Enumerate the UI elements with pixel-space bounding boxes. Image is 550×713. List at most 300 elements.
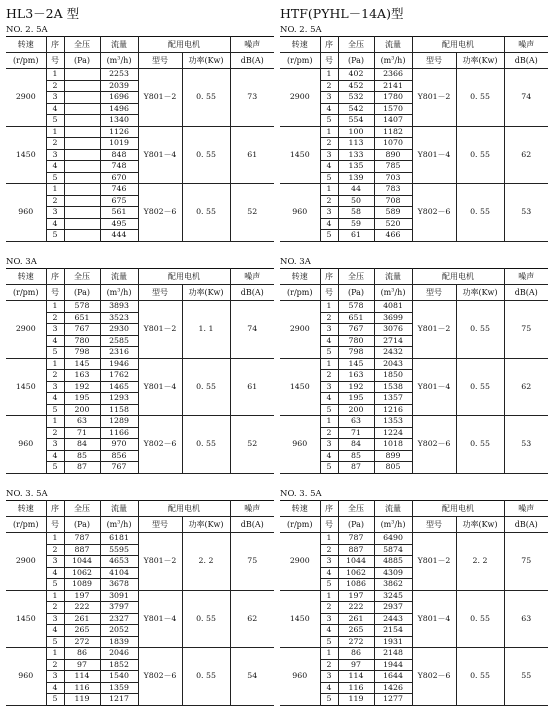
flow-cell: 5595 [100,544,138,556]
seq-cell: 2 [320,427,338,439]
header-power: 功率(Kw) [182,285,230,301]
noise-cell: 75 [230,533,274,591]
header-pressure: 全压 [64,37,100,53]
header-flow-unit: $(m^3/h)$ [100,53,138,69]
motor-power-cell: 0. 55 [182,69,230,127]
flow-cell: 444 [100,230,138,242]
seq-cell: 1 [320,126,338,138]
flow-cell: 1126 [100,126,138,138]
seq-cell: 5 [320,347,338,359]
seq-cell: 3 [320,207,338,219]
header-power: 功率(Kw) [456,517,504,533]
flow-cell: 2327 [100,613,138,625]
seq-cell: 5 [46,115,64,127]
seq-cell: 2 [320,370,338,382]
pressure-cell: 767 [64,324,100,336]
flow-cell: 2052 [100,625,138,637]
pressure-cell: 197 [338,590,374,602]
pressure-cell: 1089 [64,579,100,591]
motor-model-cell: Y801－4 [138,590,182,648]
header-pressure-unit: (Pa) [64,53,100,69]
seq-cell: 3 [46,324,64,336]
seq-cell: 5 [46,172,64,184]
motor-model-cell: Y801－4 [138,126,182,184]
pressure-cell: 119 [338,694,374,706]
noise-cell: 62 [504,126,548,184]
flow-cell: 2039 [100,80,138,92]
pressure-cell: 133 [338,149,374,161]
pressure-cell [64,115,100,127]
pressure-cell [64,161,100,173]
table-body [280,69,548,242]
seq-cell: 2 [320,195,338,207]
table-row [6,358,274,370]
flow-cell: 1762 [100,370,138,382]
flow-cell: 561 [100,207,138,219]
motor-power-cell: 0. 55 [456,184,504,242]
flow-cell: 1839 [100,636,138,648]
seq-cell: 4 [46,161,64,173]
flow-cell: 1850 [374,370,412,382]
pressure-cell [64,103,100,115]
motor-model-cell: Y801－4 [412,590,456,648]
pressure-cell: 195 [64,393,100,405]
noise-cell: 62 [504,358,548,416]
flow-cell: 2443 [374,613,412,625]
seq-cell: 5 [320,462,338,474]
pressure-cell: 532 [338,92,374,104]
pressure-cell: 261 [64,613,100,625]
model-number-label: NO. 3. 5A [280,489,322,499]
seq-cell: 3 [46,556,64,568]
flow-cell: 2154 [374,625,412,637]
seq-cell: 2 [320,659,338,671]
table-row [6,69,274,81]
flow-cell: 2432 [374,347,412,359]
noise-cell: 73 [230,69,274,127]
motor-model-cell: Y801－2 [412,301,456,359]
flow-cell: 2043 [374,358,412,370]
seq-cell: 3 [320,324,338,336]
flow-cell: 1780 [374,92,412,104]
seq-cell: 2 [46,659,64,671]
flow-cell: 3076 [374,324,412,336]
seq-cell: 2 [46,312,64,324]
flow-cell: 3678 [100,579,138,591]
seq-cell: 5 [320,172,338,184]
flow-cell: 1289 [100,416,138,428]
flow-cell: 1277 [374,694,412,706]
speed-cell: 2900 [6,69,46,127]
header-power: 功率(Kw) [182,517,230,533]
flow-cell: 746 [100,184,138,196]
header-seq-unit: 号 [46,53,64,69]
pressure-cell: 887 [338,544,374,556]
flow-cell: 495 [100,218,138,230]
flow-cell: 6490 [374,533,412,545]
motor-power-cell: 0. 55 [182,590,230,648]
motor-power-cell: 0. 55 [456,416,504,474]
seq-cell: 2 [320,312,338,324]
seq-cell: 1 [320,590,338,602]
header-noise: 噪声 [504,501,548,517]
flow-cell: 1357 [374,393,412,405]
seq-cell: 4 [46,450,64,462]
pressure-cell: 554 [338,115,374,127]
motor-power-cell: 0. 55 [182,358,230,416]
flow-cell: 1340 [100,115,138,127]
flow-cell: 805 [374,462,412,474]
model-number-label: NO. 2. 5A [280,25,322,35]
table-body [6,69,274,242]
noise-cell: 52 [230,184,274,242]
table-row [6,648,274,660]
flow-cell: 1696 [100,92,138,104]
flow-cell: 1496 [100,103,138,115]
noise-cell: 54 [230,648,274,706]
flow-cell: 3699 [374,312,412,324]
seq-cell: 1 [46,126,64,138]
header-speed-unit: (r/pm) [6,53,46,69]
pressure-cell: 116 [64,682,100,694]
flow-cell: 1931 [374,636,412,648]
pressure-cell [64,69,100,81]
seq-cell: 4 [320,218,338,230]
table-row [6,301,274,313]
header-motor: 配用电机 [412,501,504,517]
header-seq-unit: 号 [46,285,64,301]
seq-cell: 1 [46,301,64,313]
seq-cell: 5 [46,230,64,242]
flow-cell: 1407 [374,115,412,127]
table-row [6,184,274,196]
seq-cell: 5 [320,230,338,242]
pressure-cell: 1086 [338,579,374,591]
header-model: 型号 [138,53,182,69]
motor-power-cell: 2. 2 [182,533,230,591]
table-row [280,416,548,428]
motor-model-cell: Y801－2 [412,533,456,591]
flow-cell: 589 [374,207,412,219]
flow-cell: 2253 [100,69,138,81]
header-flow-unit: $(m^3/h)$ [374,53,412,69]
flow-cell: 2714 [374,335,412,347]
seq-cell: 2 [46,544,64,556]
speed-cell: 960 [280,184,320,242]
noise-cell: 74 [504,69,548,127]
motor-model-cell: Y802－6 [412,416,456,474]
performance-table [280,36,548,242]
flow-cell: 970 [100,439,138,451]
pressure-cell: 114 [338,671,374,683]
flow-cell: 4104 [100,567,138,579]
pressure-cell [64,126,100,138]
table-row [280,533,548,545]
seq-cell: 4 [320,393,338,405]
pressure-cell: 192 [338,381,374,393]
right-title: HTF(PYHL－14A)型 [280,6,404,21]
noise-cell: 74 [230,301,274,359]
left-title: HL3－2A 型 [6,6,80,21]
pressure-cell: 542 [338,103,374,115]
motor-power-cell: 0. 55 [456,69,504,127]
table-row [280,358,548,370]
pressure-cell: 97 [338,659,374,671]
speed-cell: 1450 [6,358,46,416]
flow-cell: 856 [100,450,138,462]
header-power: 功率(Kw) [456,53,504,69]
seq-cell: 1 [320,301,338,313]
seq-cell: 1 [320,533,338,545]
pressure-cell: 1044 [338,556,374,568]
pressure-cell: 85 [338,450,374,462]
header-model: 型号 [138,517,182,533]
flow-cell: 675 [100,195,138,207]
header-noise-unit: dB(A) [504,517,548,533]
header-flow-unit: $(m^3/h)$ [374,517,412,533]
seq-cell: 2 [46,370,64,382]
table-body [280,533,548,706]
model-number-label: NO. 3A [280,257,311,267]
flow-cell: 2148 [374,648,412,660]
speed-cell: 960 [280,416,320,474]
pressure-cell [64,92,100,104]
table-body [280,301,548,474]
performance-table [280,268,548,474]
flow-cell: 785 [374,161,412,173]
flow-cell: 1182 [374,126,412,138]
flow-cell: 767 [100,462,138,474]
header-flow: 流量 [374,501,412,517]
motor-power-cell: 0. 55 [182,416,230,474]
header-seq-unit: 号 [320,517,338,533]
seq-cell: 1 [320,648,338,660]
speed-cell: 1450 [280,358,320,416]
flow-cell: 2930 [100,324,138,336]
pressure-cell: 798 [64,347,100,359]
header-seq-unit: 号 [320,285,338,301]
flow-cell: 5874 [374,544,412,556]
flow-cell: 783 [374,184,412,196]
seq-cell: 1 [46,69,64,81]
seq-cell: 4 [320,682,338,694]
seq-cell: 2 [320,602,338,614]
header-flow-unit: $(m^3/h)$ [374,285,412,301]
pressure-cell: 1062 [338,567,374,579]
pressure-cell: 200 [338,404,374,416]
seq-cell: 2 [320,80,338,92]
seq-cell: 3 [46,613,64,625]
motor-power-cell: 2. 2 [456,533,504,591]
table-body [6,301,274,474]
seq-cell: 2 [46,195,64,207]
flow-cell: 1216 [374,404,412,416]
header-seq: 序 [46,501,64,517]
pressure-cell: 578 [338,301,374,313]
header-motor: 配用电机 [412,37,504,53]
pressure-cell: 651 [338,312,374,324]
pressure-cell: 63 [64,416,100,428]
seq-cell: 4 [320,103,338,115]
flow-cell: 3245 [374,590,412,602]
header-seq-unit: 号 [46,517,64,533]
header-noise: 噪声 [504,37,548,53]
noise-cell: 63 [504,590,548,648]
seq-cell: 1 [320,416,338,428]
flow-cell: 4885 [374,556,412,568]
pressure-cell: 63 [338,416,374,428]
pressure-cell: 145 [64,358,100,370]
pressure-cell: 887 [64,544,100,556]
pressure-cell: 139 [338,172,374,184]
flow-cell: 1644 [374,671,412,683]
pressure-cell: 116 [338,682,374,694]
seq-cell: 3 [46,149,64,161]
pressure-cell [64,207,100,219]
seq-cell: 4 [46,218,64,230]
pressure-cell: 71 [64,427,100,439]
header-speed: 转速 [280,37,320,53]
pressure-cell: 145 [338,358,374,370]
seq-cell: 4 [320,450,338,462]
header-speed: 转速 [6,37,46,53]
pressure-cell [64,80,100,92]
pressure-cell: 97 [64,659,100,671]
pressure-cell [64,149,100,161]
table-row [280,648,548,660]
header-motor: 配用电机 [412,269,504,285]
seq-cell: 4 [46,335,64,347]
noise-cell: 62 [230,590,274,648]
pressure-cell: 780 [338,335,374,347]
flow-cell: 670 [100,172,138,184]
header-motor: 配用电机 [138,501,230,517]
speed-cell: 960 [6,184,46,242]
seq-cell: 4 [46,625,64,637]
seq-cell: 1 [46,533,64,545]
speed-cell: 2900 [280,301,320,359]
header-speed-unit: (r/pm) [6,517,46,533]
pressure-cell: 86 [338,648,374,660]
noise-cell: 61 [230,358,274,416]
seq-cell: 2 [320,138,338,150]
pressure-cell: 84 [64,439,100,451]
seq-cell: 3 [46,207,64,219]
seq-cell: 4 [320,567,338,579]
seq-cell: 1 [46,590,64,602]
table-row [280,590,548,602]
noise-cell: 52 [230,416,274,474]
header-speed: 转速 [280,269,320,285]
motor-model-cell: Y802－6 [412,648,456,706]
pressure-cell: 59 [338,218,374,230]
header-speed: 转速 [6,269,46,285]
pressure-cell: 86 [64,648,100,660]
flow-cell: 1852 [100,659,138,671]
performance-table [280,500,548,706]
header-speed-unit: (r/pm) [6,285,46,301]
header-flow: 流量 [374,269,412,285]
noise-cell: 75 [504,301,548,359]
header-pressure-unit: (Pa) [338,285,374,301]
seq-cell: 4 [46,567,64,579]
pressure-cell: 58 [338,207,374,219]
seq-cell: 1 [46,648,64,660]
motor-power-cell: 0. 55 [456,358,504,416]
seq-cell: 1 [46,184,64,196]
flow-cell: 708 [374,195,412,207]
seq-cell: 1 [320,184,338,196]
motor-model-cell: Y802－6 [412,184,456,242]
header-noise-unit: dB(A) [230,517,274,533]
motor-power-cell: 0. 55 [456,648,504,706]
pressure-cell: 402 [338,69,374,81]
flow-cell: 520 [374,218,412,230]
header-pressure: 全压 [338,269,374,285]
speed-cell: 1450 [6,126,46,184]
flow-cell: 2585 [100,335,138,347]
model-number-label: NO. 2. 5A [6,25,48,35]
header-pressure-unit: (Pa) [64,285,100,301]
header-speed-unit: (r/pm) [280,285,320,301]
fan-table-block [280,488,548,706]
flow-cell: 2046 [100,648,138,660]
seq-cell: 5 [46,404,64,416]
speed-cell: 2900 [280,533,320,591]
flow-cell: 2937 [374,602,412,614]
header-noise: 噪声 [230,501,274,517]
flow-cell: 6181 [100,533,138,545]
seq-cell: 4 [320,161,338,173]
seq-cell: 4 [320,335,338,347]
pressure-cell: 114 [64,671,100,683]
header-noise: 噪声 [230,269,274,285]
pressure-cell: 1044 [64,556,100,568]
motor-model-cell: Y801－4 [412,126,456,184]
pressure-cell: 61 [338,230,374,242]
table-row [280,184,548,196]
flow-cell: 3862 [374,579,412,591]
header-pressure: 全压 [338,37,374,53]
table-row [6,126,274,138]
seq-cell: 2 [46,138,64,150]
performance-table [6,500,274,706]
speed-cell: 1450 [280,126,320,184]
header-seq: 序 [46,269,64,285]
pressure-cell: 84 [338,439,374,451]
pressure-cell: 787 [338,533,374,545]
flow-cell: 3893 [100,301,138,313]
noise-cell: 61 [230,126,274,184]
table-row [280,301,548,313]
performance-table [6,36,274,242]
model-number-label: NO. 3A [6,257,37,267]
flow-cell: 1217 [100,694,138,706]
model-number-label: NO. 3. 5A [6,489,48,499]
seq-cell: 5 [320,115,338,127]
fan-table-block [280,256,548,474]
seq-cell: 2 [46,427,64,439]
seq-cell: 3 [320,613,338,625]
header-speed: 转速 [280,501,320,517]
motor-model-cell: Y802－6 [138,648,182,706]
seq-cell: 4 [320,625,338,637]
pressure-cell: 135 [338,161,374,173]
flow-cell: 3797 [100,602,138,614]
flow-cell: 848 [100,149,138,161]
pressure-cell: 85 [64,450,100,462]
header-flow: 流量 [100,37,138,53]
